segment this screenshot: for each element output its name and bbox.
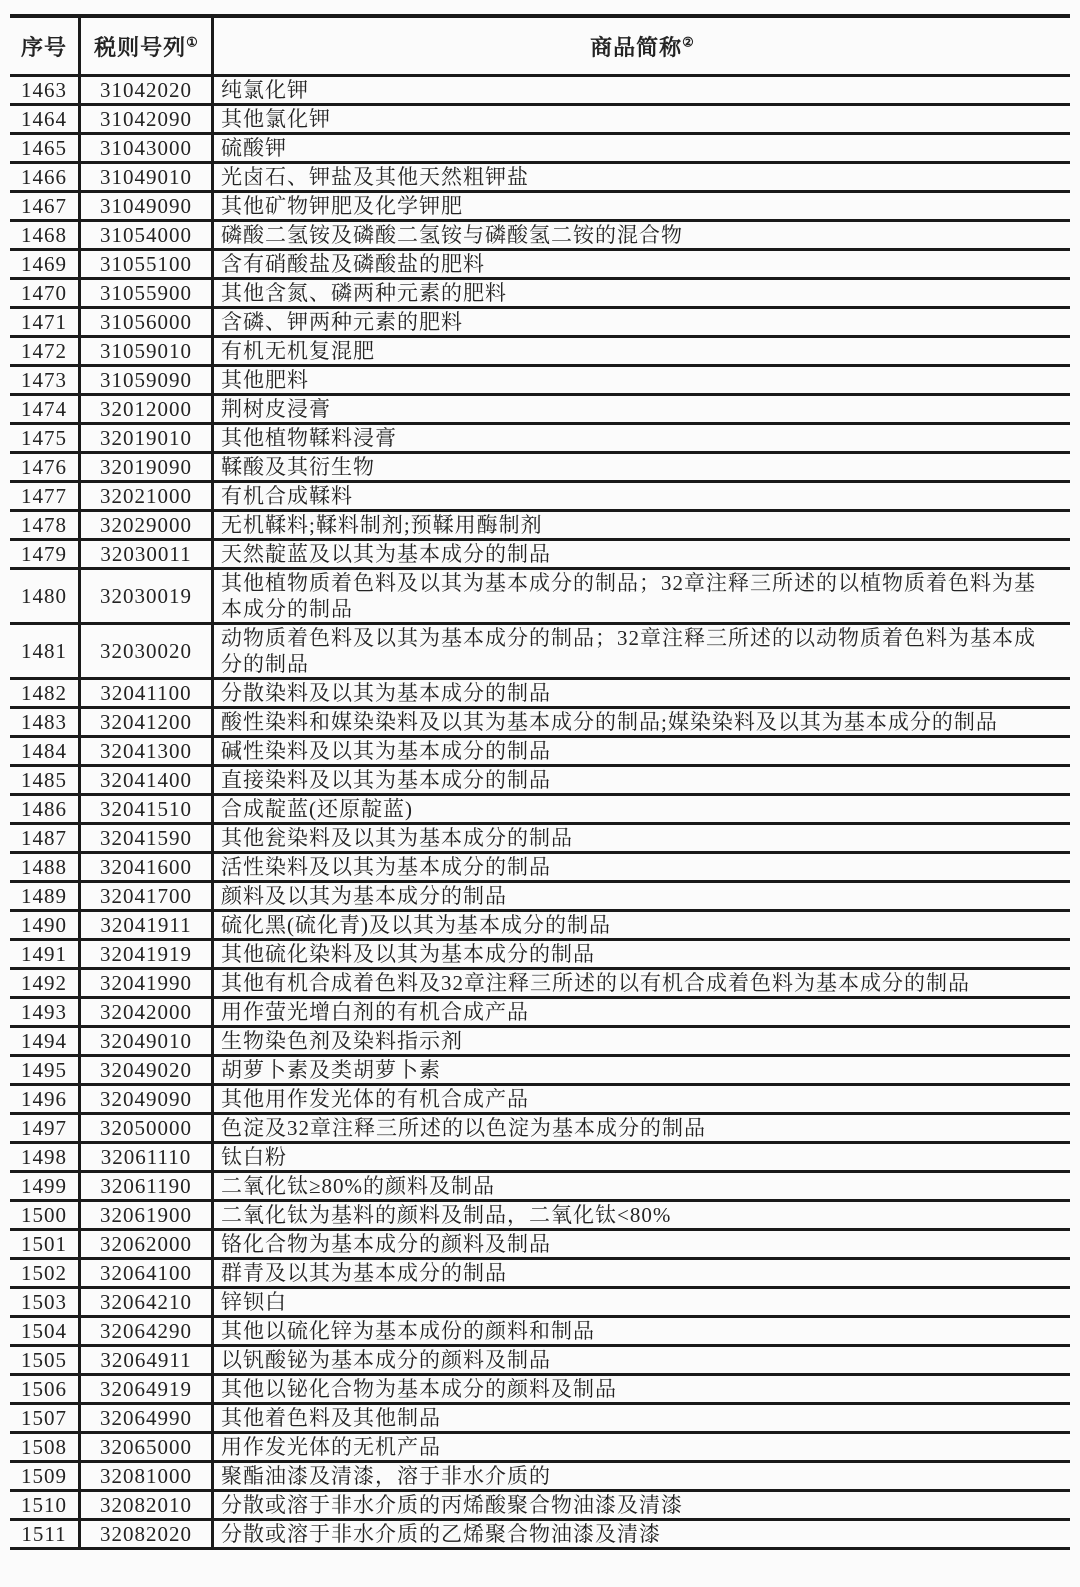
name-cell: 直接染料及以其为基本成分的制品 [221, 768, 551, 792]
code-cell: 31049090 [80, 192, 213, 221]
serial-cell: 1466 [10, 163, 80, 192]
serial-cell: 1489 [10, 882, 80, 911]
name-cell: 其他植物质着色料及以其为基本成分的制品；32章注释三所述的以植物质着色料为基本成分的制品 [221, 571, 1036, 621]
serial-cell: 1475 [10, 424, 80, 453]
code-cell: 32041200 [80, 708, 213, 737]
table-row [10, 366, 1070, 395]
header-product-name-footnote: ② [682, 34, 694, 50]
name-cell: 其他以硫化锌为基本成份的颜料和制品 [221, 1319, 595, 1343]
code-cell: 32064919 [80, 1375, 213, 1404]
header-serial-label: 序号 [20, 34, 67, 60]
name-cell: 鞣酸及其衍生物 [221, 455, 375, 479]
serial-cell: 1504 [10, 1317, 80, 1346]
code-cell: 32049010 [80, 1027, 213, 1056]
table-row [10, 882, 1070, 911]
name-cell: 分散或溶于非水介质的乙烯聚合物油漆及清漆 [221, 1522, 661, 1546]
table-row [10, 540, 1070, 569]
serial-cell: 1468 [10, 221, 80, 250]
code-cell: 32050000 [80, 1114, 213, 1143]
table-row [10, 824, 1070, 853]
code-cell: 32082020 [80, 1520, 213, 1549]
serial-cell: 1467 [10, 192, 80, 221]
serial-cell: 1477 [10, 482, 80, 511]
table-body [10, 76, 1070, 1549]
name-cell: 含有硝酸盐及磷酸盐的肥料 [221, 252, 485, 276]
table-row [10, 1114, 1070, 1143]
serial-cell: 1484 [10, 737, 80, 766]
serial-cell: 1499 [10, 1172, 80, 1201]
header-row [10, 16, 1070, 76]
header-tariff-code [80, 16, 213, 76]
name-cell: 生物染色剂及染料指示剂 [221, 1029, 463, 1053]
name-cell: 含磷、钾两种元素的肥料 [221, 310, 463, 334]
name-cell: 其他含氮、磷两种元素的肥料 [221, 281, 507, 305]
name-cell: 颜料及以其为基本成分的制品 [221, 884, 507, 908]
serial-cell: 1510 [10, 1491, 80, 1520]
code-cell: 32041400 [80, 766, 213, 795]
code-cell: 31043000 [80, 134, 213, 163]
code-cell: 32064100 [80, 1259, 213, 1288]
name-cell: 其他瓮染料及以其为基本成分的制品 [221, 826, 573, 850]
table-row [10, 453, 1070, 482]
table-row [10, 737, 1070, 766]
serial-cell: 1501 [10, 1230, 80, 1259]
serial-cell: 1478 [10, 511, 80, 540]
name-cell: 聚酯油漆及清漆，溶于非水介质的 [221, 1464, 551, 1488]
code-cell: 32019010 [80, 424, 213, 453]
header-product-name [213, 16, 1071, 76]
name-cell: 分散或溶于非水介质的丙烯酸聚合物油漆及清漆 [221, 1493, 683, 1517]
code-cell: 32030020 [80, 624, 213, 679]
table-row [10, 1317, 1070, 1346]
table-row [10, 1027, 1070, 1056]
name-cell: 有机合成鞣料 [221, 484, 353, 508]
table-row [10, 940, 1070, 969]
code-cell: 32041919 [80, 940, 213, 969]
serial-cell: 1471 [10, 308, 80, 337]
serial-cell: 1507 [10, 1404, 80, 1433]
table-row [10, 337, 1070, 366]
name-cell: 光卤石、钾盐及其他天然粗钾盐 [221, 165, 529, 189]
serial-cell: 1509 [10, 1462, 80, 1491]
code-cell: 32064290 [80, 1317, 213, 1346]
name-cell: 其他植物鞣料浸膏 [221, 426, 397, 450]
code-cell: 31042090 [80, 105, 213, 134]
table-row [10, 1462, 1070, 1491]
serial-cell: 1498 [10, 1143, 80, 1172]
serial-cell: 1488 [10, 853, 80, 882]
name-cell: 硫酸钾 [221, 136, 287, 160]
table-row [10, 1288, 1070, 1317]
serial-cell: 1503 [10, 1288, 80, 1317]
serial-cell: 1511 [10, 1520, 80, 1549]
code-cell: 32064911 [80, 1346, 213, 1375]
table-header [10, 16, 1070, 76]
name-cell: 碱性染料及以其为基本成分的制品 [221, 739, 551, 763]
name-cell: 色淀及32章注释三所述的以色淀为基本成分的制品 [221, 1116, 706, 1140]
serial-cell: 1480 [10, 569, 80, 624]
table-row [10, 163, 1070, 192]
table-row [10, 76, 1070, 105]
serial-cell: 1469 [10, 250, 80, 279]
table-row [10, 192, 1070, 221]
name-cell: 胡萝卜素及类胡萝卜素 [221, 1058, 441, 1082]
serial-cell: 1464 [10, 105, 80, 134]
table-row [10, 1230, 1070, 1259]
code-cell: 32041600 [80, 853, 213, 882]
table-row [10, 424, 1070, 453]
code-cell: 32062000 [80, 1230, 213, 1259]
code-cell: 32049020 [80, 1056, 213, 1085]
table-row [10, 624, 1070, 679]
code-cell: 32081000 [80, 1462, 213, 1491]
table-row [10, 795, 1070, 824]
serial-cell: 1494 [10, 1027, 80, 1056]
name-cell: 二氧化钛为基料的颜料及制品，二氧化钛<80% [221, 1203, 672, 1227]
name-cell: 分散染料及以其为基本成分的制品 [221, 681, 551, 705]
name-cell: 其他着色料及其他制品 [221, 1406, 441, 1430]
name-cell: 天然靛蓝及以其为基本成分的制品 [221, 542, 551, 566]
table-row [10, 1375, 1070, 1404]
name-cell: 其他以铋化合物为基本成分的颜料及制品 [221, 1377, 617, 1401]
name-cell: 有机无机复混肥 [221, 339, 375, 363]
header-product-name-label: 商品简称 [590, 34, 683, 60]
code-cell: 31056000 [80, 308, 213, 337]
code-cell: 31049010 [80, 163, 213, 192]
code-cell: 32041700 [80, 882, 213, 911]
name-cell: 酸性染料和媒染染料及以其为基本成分的制品;媒染染料及以其为基本成分的制品 [221, 710, 998, 734]
table-row [10, 998, 1070, 1027]
table-row [10, 911, 1070, 940]
serial-cell: 1500 [10, 1201, 80, 1230]
code-cell: 32064990 [80, 1404, 213, 1433]
table-row [10, 250, 1070, 279]
table-row [10, 1201, 1070, 1230]
table-row [10, 1085, 1070, 1114]
name-cell: 活性染料及以其为基本成分的制品 [221, 855, 551, 879]
table-row [10, 105, 1070, 134]
name-cell: 用作萤光增白剂的有机合成产品 [221, 1000, 529, 1024]
serial-cell: 1476 [10, 453, 80, 482]
header-tariff-code-footnote: ① [186, 34, 198, 50]
serial-cell: 1497 [10, 1114, 80, 1143]
code-cell: 32042000 [80, 998, 213, 1027]
code-cell: 32012000 [80, 395, 213, 424]
serial-cell: 1502 [10, 1259, 80, 1288]
code-cell: 32082010 [80, 1491, 213, 1520]
name-cell: 其他氯化钾 [221, 107, 331, 131]
name-cell: 以钒酸铋为基本成分的颜料及制品 [221, 1348, 551, 1372]
code-cell: 31054000 [80, 221, 213, 250]
code-cell: 32041911 [80, 911, 213, 940]
code-cell: 32061900 [80, 1201, 213, 1230]
serial-cell: 1470 [10, 279, 80, 308]
serial-cell: 1508 [10, 1433, 80, 1462]
code-cell: 31059090 [80, 366, 213, 395]
code-cell: 32030011 [80, 540, 213, 569]
serial-cell: 1506 [10, 1375, 80, 1404]
table-row [10, 395, 1070, 424]
name-cell: 纯氯化钾 [221, 78, 309, 102]
name-cell: 群青及以其为基本成分的制品 [221, 1261, 507, 1285]
tariff-table [10, 14, 1070, 1550]
code-cell: 31055100 [80, 250, 213, 279]
code-cell: 32061190 [80, 1172, 213, 1201]
table-row [10, 1346, 1070, 1375]
code-cell: 32030019 [80, 569, 213, 624]
serial-cell: 1493 [10, 998, 80, 1027]
serial-cell: 1473 [10, 366, 80, 395]
code-cell: 31059010 [80, 337, 213, 366]
code-cell: 32029000 [80, 511, 213, 540]
table-row [10, 853, 1070, 882]
header-serial [10, 16, 80, 76]
name-cell: 磷酸二氢铵及磷酸二氢铵与磷酸氢二铵的混合物 [221, 223, 683, 247]
name-cell: 动物质着色料及以其为基本成分的制品；32章注释三所述的以动物质着色料为基本成分的制品 [221, 626, 1036, 676]
table-row [10, 1404, 1070, 1433]
serial-cell: 1481 [10, 624, 80, 679]
code-cell: 32041990 [80, 969, 213, 998]
table-row [10, 679, 1070, 708]
serial-cell: 1485 [10, 766, 80, 795]
name-cell: 荆树皮浸膏 [221, 397, 331, 421]
code-cell: 32021000 [80, 482, 213, 511]
name-cell: 无机鞣料;鞣料制剂;预鞣用酶制剂 [221, 513, 543, 537]
code-cell: 32019090 [80, 453, 213, 482]
table-row [10, 482, 1070, 511]
table-row [10, 569, 1070, 624]
serial-cell: 1472 [10, 337, 80, 366]
name-cell: 二氧化钛≥80%的颜料及制品 [221, 1174, 496, 1198]
name-cell: 合成靛蓝(还原靛蓝) [221, 797, 413, 821]
table-row [10, 511, 1070, 540]
table-row [10, 1259, 1070, 1288]
table-row [10, 308, 1070, 337]
serial-cell: 1487 [10, 824, 80, 853]
table-row [10, 1433, 1070, 1462]
table-row [10, 1491, 1070, 1520]
code-cell: 32064210 [80, 1288, 213, 1317]
code-cell: 32041300 [80, 737, 213, 766]
code-cell: 31055900 [80, 279, 213, 308]
table-row [10, 1172, 1070, 1201]
table-row [10, 1520, 1070, 1549]
header-tariff-code-label: 税则号列 [94, 34, 187, 60]
serial-cell: 1483 [10, 708, 80, 737]
name-cell: 其他硫化染料及以其为基本成分的制品 [221, 942, 595, 966]
table-row [10, 766, 1070, 795]
serial-cell: 1490 [10, 911, 80, 940]
code-cell: 32041590 [80, 824, 213, 853]
serial-cell: 1482 [10, 679, 80, 708]
code-cell: 32041100 [80, 679, 213, 708]
code-cell: 31042020 [80, 76, 213, 105]
table-row [10, 969, 1070, 998]
code-cell: 32041510 [80, 795, 213, 824]
code-cell: 32049090 [80, 1085, 213, 1114]
name-cell: 其他矿物钾肥及化学钾肥 [221, 194, 463, 218]
serial-cell: 1486 [10, 795, 80, 824]
table-row [10, 134, 1070, 163]
serial-cell: 1479 [10, 540, 80, 569]
name-cell: 硫化黑(硫化青)及以其为基本成分的制品 [221, 913, 611, 937]
serial-cell: 1491 [10, 940, 80, 969]
serial-cell: 1474 [10, 395, 80, 424]
serial-cell: 1495 [10, 1056, 80, 1085]
serial-cell: 1496 [10, 1085, 80, 1114]
name-cell: 铬化合物为基本成分的颜料及制品 [221, 1232, 551, 1256]
table-row [10, 1056, 1070, 1085]
code-cell: 32061110 [80, 1143, 213, 1172]
name-cell: 其他用作发光体的有机合成产品 [221, 1087, 529, 1111]
table-row [10, 221, 1070, 250]
serial-cell: 1465 [10, 134, 80, 163]
table-row [10, 1143, 1070, 1172]
serial-cell: 1492 [10, 969, 80, 998]
name-cell: 其他肥料 [221, 368, 309, 392]
serial-cell: 1505 [10, 1346, 80, 1375]
name-cell: 锌钡白 [221, 1290, 287, 1314]
serial-cell: 1463 [10, 76, 80, 105]
name-cell: 钛白粉 [221, 1145, 287, 1169]
name-cell: 用作发光体的无机产品 [221, 1435, 441, 1459]
table-row [10, 279, 1070, 308]
table-row [10, 708, 1070, 737]
name-cell: 其他有机合成着色料及32章注释三所述的以有机合成着色料为基本成分的制品 [221, 971, 970, 995]
code-cell: 32065000 [80, 1433, 213, 1462]
